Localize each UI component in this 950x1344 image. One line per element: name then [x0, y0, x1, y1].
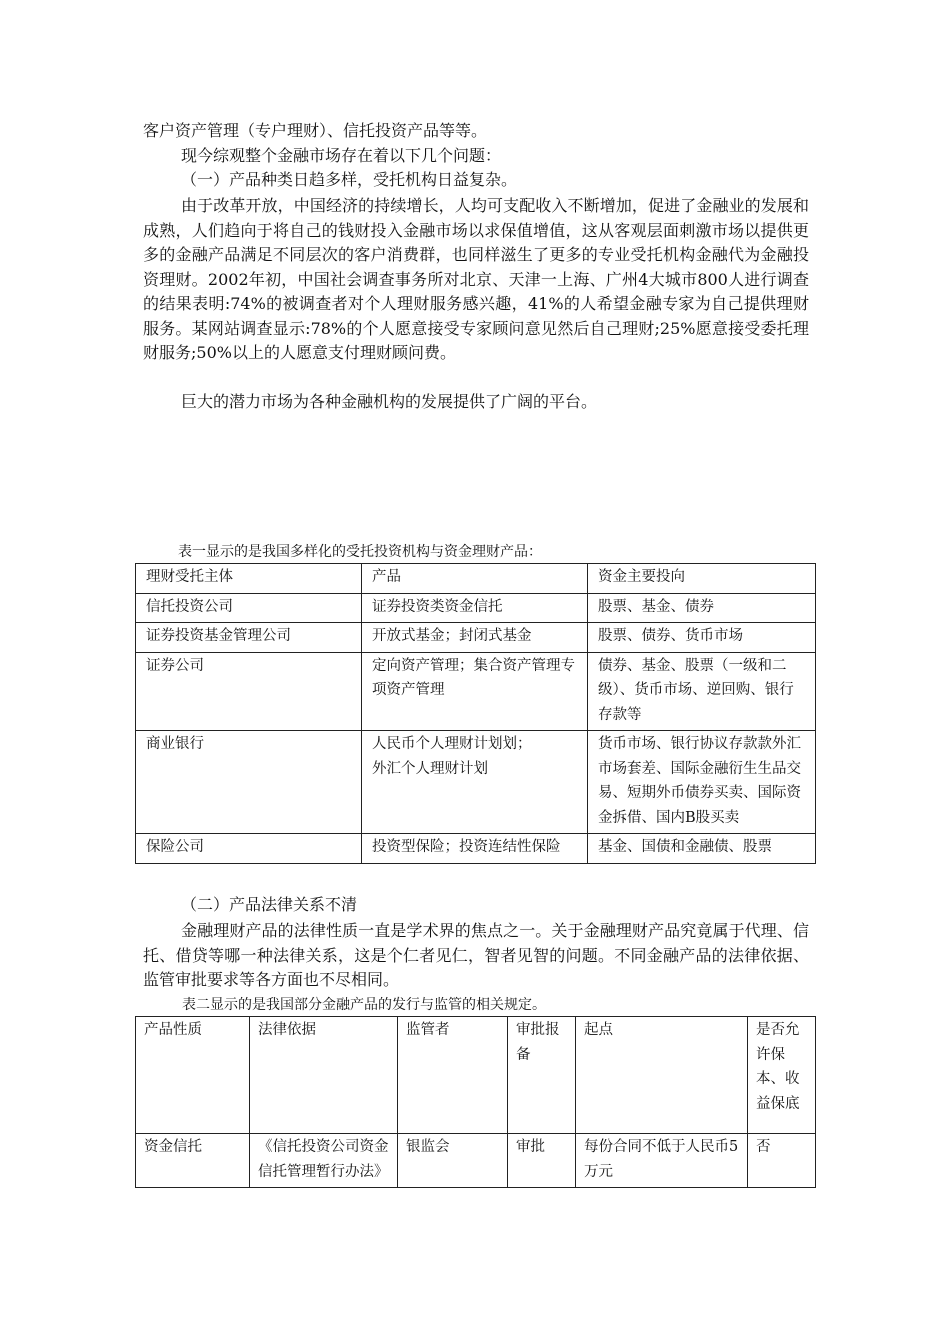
paragraph-2: 巨大的潜力市场为各种金融机构的发展提供了广阔的平台。	[181, 392, 598, 411]
table-cell: 审批	[508, 1134, 576, 1188]
table-cell: 《信托投资公司资金信托管理暂行办法》	[250, 1134, 398, 1188]
table-header-cell: 资金主要投向	[588, 564, 816, 594]
table-1	[135, 563, 816, 864]
paragraph-3: 金融理财产品的法律性质一直是学术界的焦点之一。关于金融理财产品究竟属于代理、信托、借贷等哪一种法律关系，这是个仁者见仁，智者见智的问题。不同金融产品的法律依据、监管审批要求等各方面也不尽相同。	[143, 921, 809, 989]
table-header-cell: 起点	[576, 1017, 748, 1134]
table-cell: 商业银行	[136, 731, 362, 834]
paragraph-1: 由于改革开放，中国经济的持续增长，人均可支配收入不断增加，促进了金融业的发展和成熟，人们趋向于将自己的钱财投入金融市场以求保值增值，这从客观层面刺激市场以提供更多的金融产品满足不同层次的客户消费群，也同样滋生了更多的专业受托机构金融代为金融投资理财。2002年初，中国社会调查事务所对北京、天津一上海、广州4大城市800人进行调查的结果表明:74%的被调查者对个人理财服务感兴趣，41%的人希望金融专家为自己提供理财服务。某网站调查显示:78%的个人愿意接受专家顾问意见然后自己理财;25%愿意接受委托理财服务;50%以上的人愿意支付理财顾问费。	[143, 196, 809, 362]
table-cell: 信托投资公司	[136, 593, 362, 623]
table-cell: 否	[748, 1134, 816, 1188]
table-header-cell: 监管者	[398, 1017, 508, 1134]
table-header-cell: 审批报备	[508, 1017, 576, 1134]
table-cell: 银监会	[398, 1134, 508, 1188]
table-cell: 证券投资类资金信托	[362, 593, 588, 623]
table-row	[136, 593, 816, 623]
table-cell: 股票、基金、债券	[588, 593, 816, 623]
table-2	[135, 1016, 816, 1188]
intro-line-2: 现今综观整个金融市场存在着以下几个问题：	[181, 146, 502, 165]
table-header-cell: 产品性质	[136, 1017, 250, 1134]
table-cell: 股票、债券、货币市场	[588, 623, 816, 653]
table-header-row	[136, 564, 816, 594]
table-cell-line: 人民币个人理财计划划；	[372, 736, 532, 752]
intro-line-1: 客户资产管理（专户理财）、信托投资产品等等。	[143, 121, 488, 140]
table-cell: 投资型保险；投资连结性保险	[362, 834, 588, 864]
section-heading-1: （一）产品种类日趋多样，受托机构日益复杂。	[181, 170, 518, 189]
table1-caption: 表一显示的是我国多样化的受托投资机构与资金理财产品：	[178, 544, 542, 560]
table-cell: 资金信托	[136, 1134, 250, 1188]
table-header-cell: 是否允许保本、收益保底	[748, 1017, 816, 1134]
table-cell: 证券投资基金管理公司	[136, 623, 362, 653]
table-header-cell: 法律依据	[250, 1017, 398, 1134]
table-cell	[362, 731, 588, 834]
table-header-cell: 产品	[362, 564, 588, 594]
table-cell: 证券公司	[136, 652, 362, 731]
table-cell-line: 外汇个人理财计划	[372, 760, 488, 777]
table-cell: 每份合同不低于人民币5万元	[576, 1134, 748, 1188]
table-row	[136, 1134, 816, 1188]
table-row	[136, 834, 816, 864]
table-header-cell: 理财受托主体	[136, 564, 362, 594]
table-row	[136, 623, 816, 653]
table-cell: 基金、国债和金融债、股票	[588, 834, 816, 864]
table-cell: 债券、基金、股票（一级和二级）、货币市场、逆回购、银行存款等	[588, 652, 816, 731]
table-cell: 定向资产管理；集合资产管理专项资产管理	[362, 652, 588, 731]
table-header-row	[136, 1017, 816, 1134]
table-cell: 开放式基金；封闭式基金	[362, 623, 588, 653]
section-heading-2: （二）产品法律关系不清	[181, 895, 358, 914]
table2-caption: 表二显示的是我国部分金融产品的发行与监管的相关规定。	[182, 997, 546, 1013]
table-cell: 保险公司	[136, 834, 362, 864]
table-cell: 货币市场、银行协议存款款外汇市场套差、国际金融衍生生品交易、短期外币债券买卖、国际资金拆借、国内B股买卖	[588, 731, 816, 834]
table-row	[136, 731, 816, 834]
table-row	[136, 652, 816, 731]
